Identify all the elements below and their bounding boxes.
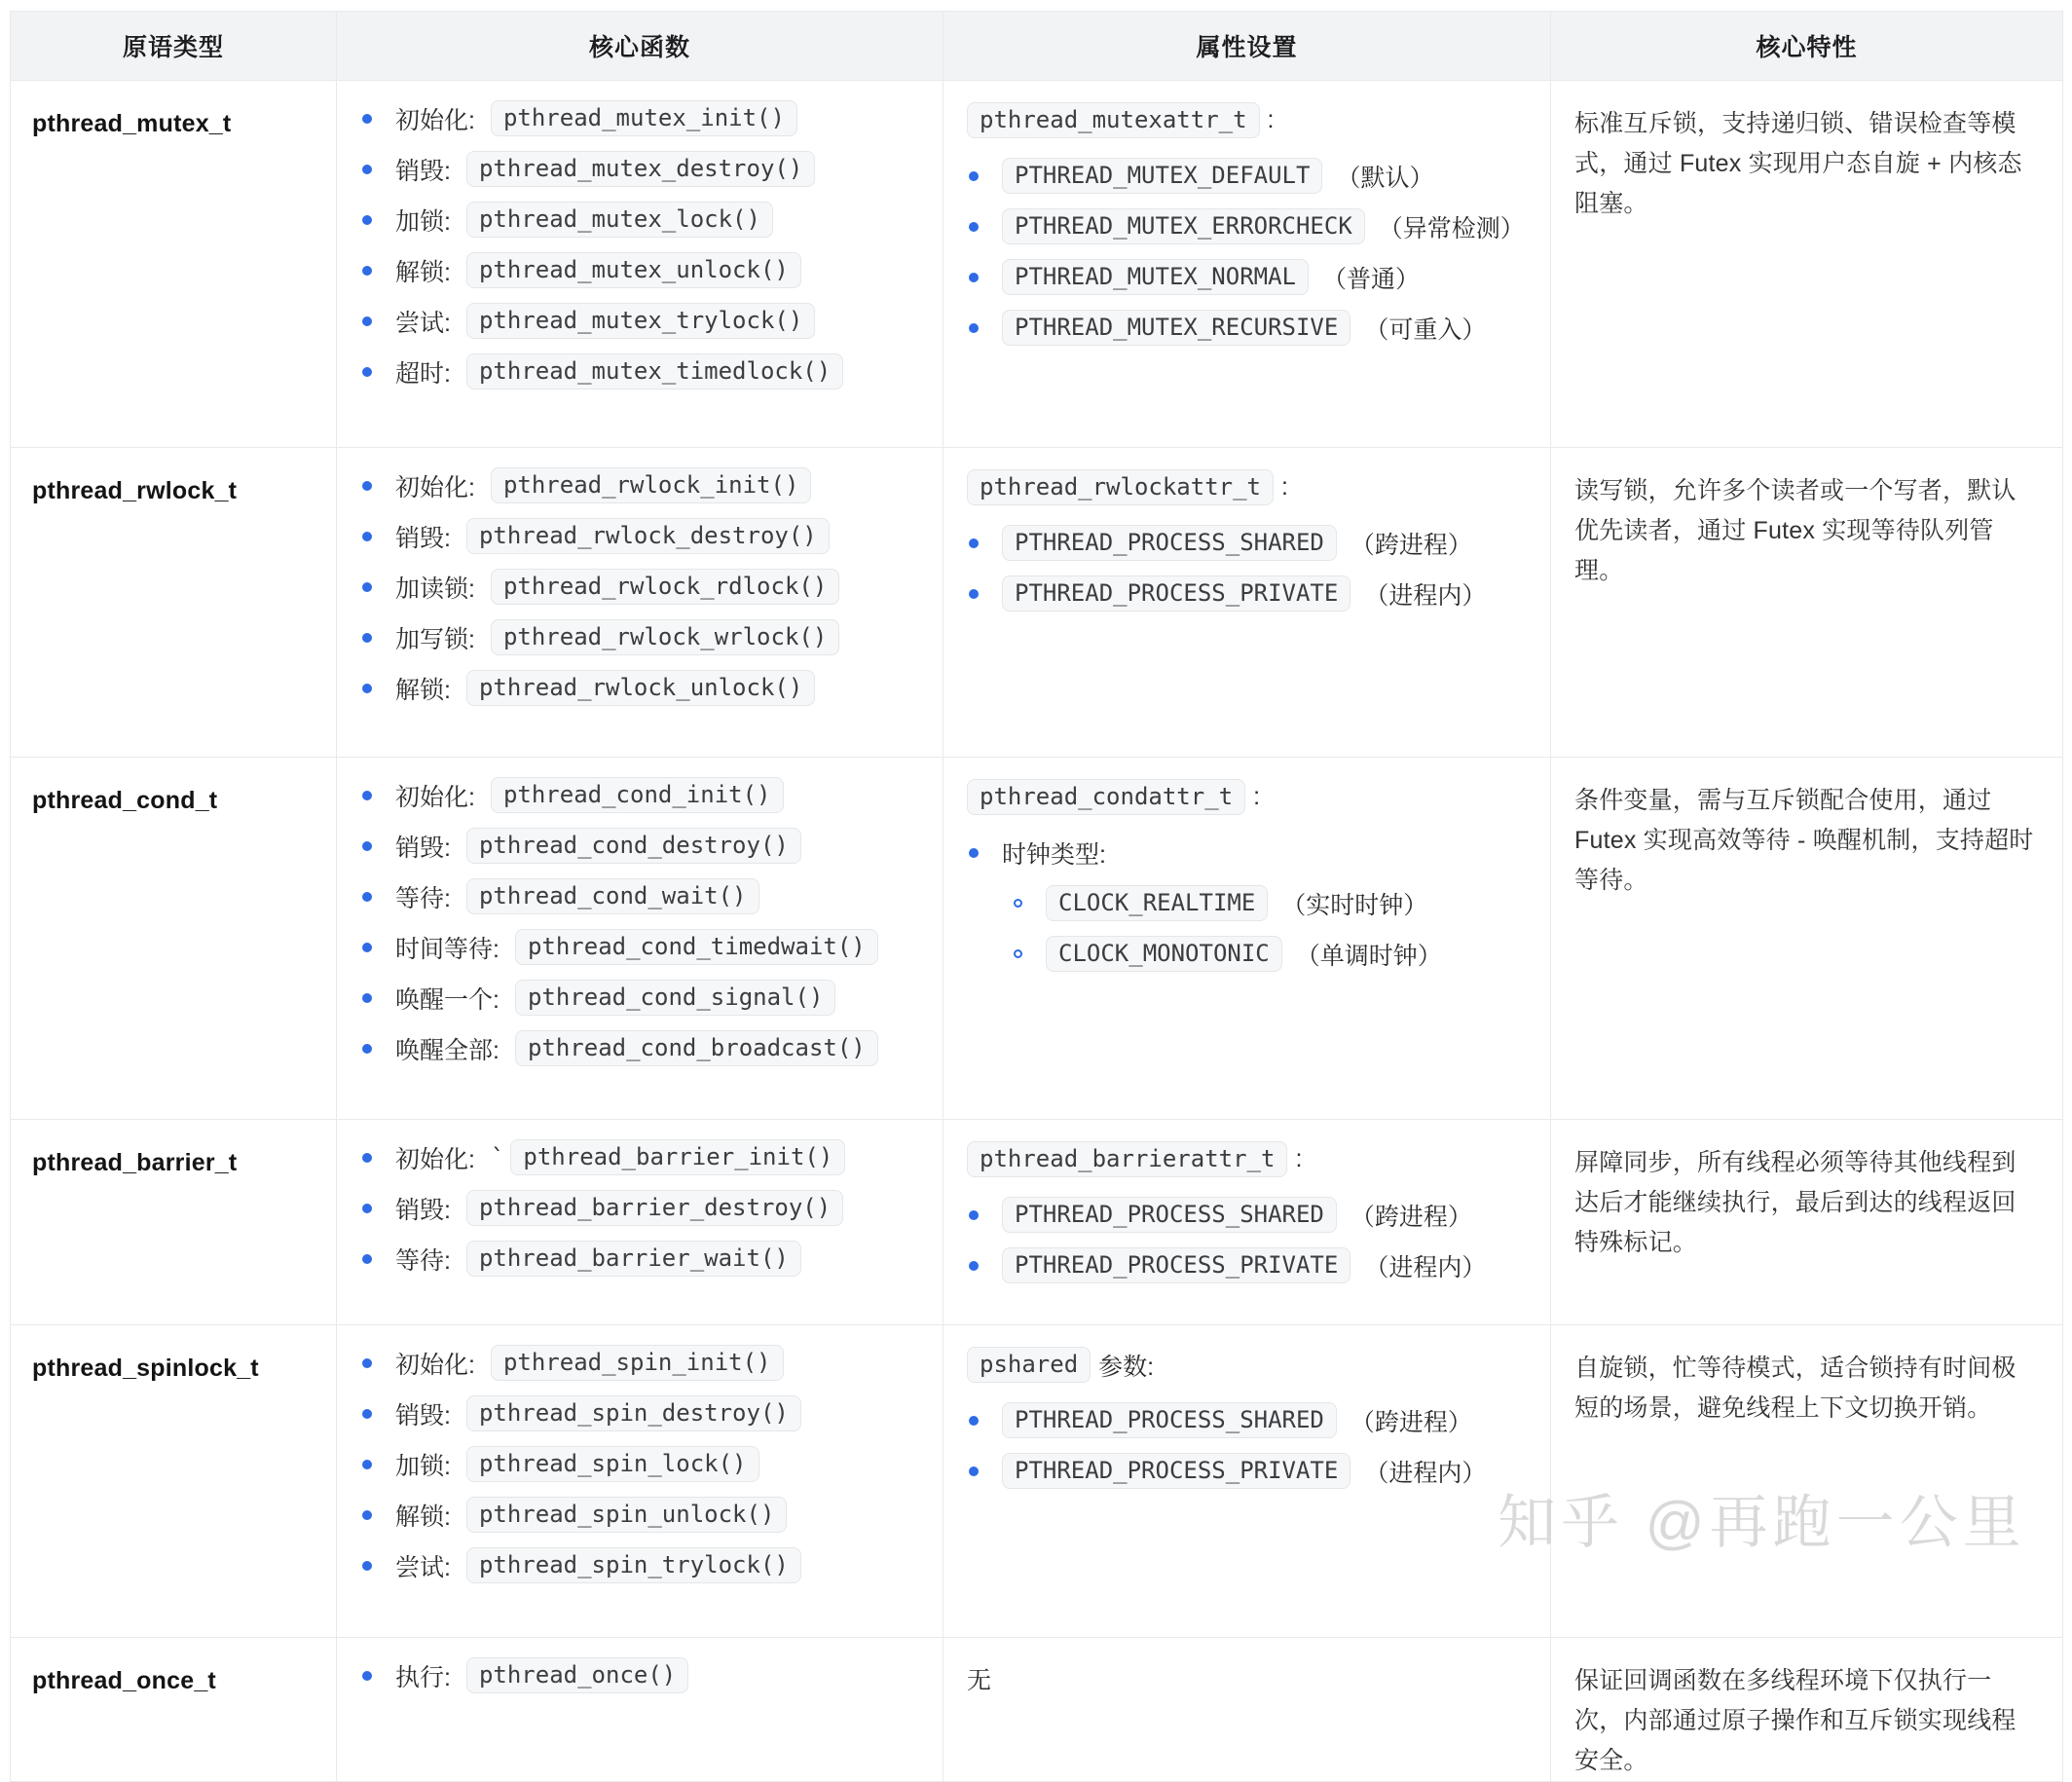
attr-head-suffix: : — [1253, 783, 1261, 810]
attr-group-head — [967, 469, 1536, 505]
attr-item-label: 时钟类型: — [1002, 840, 1106, 869]
code-chip: pthread_condattr_t — [967, 779, 1245, 815]
attr-note: （进程内） — [1364, 1459, 1487, 1487]
code-chip: PTHREAD_PROCESS_PRIVATE — [1002, 1453, 1350, 1489]
table-row — [11, 1638, 2063, 1782]
function-list — [360, 777, 929, 1066]
code-chip: pthread_mutex_init() — [491, 100, 797, 136]
function-list — [360, 1139, 929, 1277]
bullet-icon — [969, 1261, 979, 1271]
attribute-settings-cell — [944, 448, 1551, 758]
table-row — [11, 1120, 2063, 1325]
bullet-icon — [969, 848, 979, 858]
function-item — [360, 670, 929, 706]
attr-note: （跨进程） — [1350, 531, 1472, 559]
function-item — [360, 518, 929, 554]
function-item — [360, 303, 929, 339]
bullet-icon — [362, 1044, 372, 1054]
bullet-icon — [362, 532, 372, 541]
core-functions-cell — [337, 81, 944, 448]
attr-item — [967, 158, 1536, 194]
attr-list — [967, 1402, 1536, 1489]
bullet-icon — [362, 582, 372, 592]
function-label: 执行: — [395, 1663, 451, 1691]
attribute-settings-cell — [944, 1325, 1551, 1638]
core-functions-cell — [337, 448, 944, 758]
attr-note: （异常检测） — [1378, 214, 1525, 242]
primitive-type-cell — [11, 448, 337, 758]
code-chip: pthread_mutexattr_t — [967, 102, 1260, 138]
primitive-type-label: pthread_rwlock_t — [32, 477, 238, 504]
attribute-settings-cell — [944, 758, 1551, 1120]
bullet-icon — [362, 993, 372, 1003]
attr-group-head — [967, 1141, 1536, 1177]
function-label: 加锁: — [395, 1452, 451, 1480]
function-item — [360, 980, 929, 1016]
attr-list — [967, 158, 1536, 346]
bullet-icon — [969, 222, 979, 232]
function-label: 唤醒一个: — [395, 985, 500, 1014]
code-chip: pthread_spin_destroy() — [466, 1395, 801, 1431]
function-item — [360, 1497, 929, 1533]
bullet-icon — [362, 367, 372, 377]
code-chip: pthread_once() — [466, 1657, 688, 1693]
attr-item — [967, 1197, 1536, 1233]
code-chip: pthread_rwlock_destroy() — [466, 518, 830, 554]
core-features-cell — [1551, 81, 2063, 448]
attr-head-suffix: 参数: — [1098, 1353, 1155, 1381]
bullet-icon — [362, 215, 372, 225]
function-list — [360, 1657, 929, 1693]
function-item — [360, 1030, 929, 1066]
table-row — [11, 81, 2063, 448]
core-features-cell — [1551, 1120, 2063, 1325]
feature-text: 保证回调函数在多线程环境下仅执行一次，内部通过原子操作和互斥锁实现线程安全。 — [1574, 1667, 2016, 1774]
attr-item — [967, 1453, 1536, 1489]
code-chip: pthread_spin_trylock() — [466, 1547, 801, 1583]
function-label: 初始化: — [395, 1145, 475, 1173]
hollow-bullet-icon — [1014, 949, 1022, 958]
attr-item — [967, 525, 1536, 561]
function-label: 初始化: — [395, 1351, 475, 1379]
attr-note: （可重入） — [1364, 316, 1487, 344]
watermark: 知乎 @再跑一公里 — [1498, 1490, 2026, 1555]
code-chip: pthread_cond_destroy() — [466, 828, 801, 864]
function-item — [360, 619, 929, 655]
code-chip: CLOCK_REALTIME — [1046, 885, 1268, 921]
attr-head-suffix: : — [1295, 1145, 1303, 1172]
feature-text: 屏障同步，所有线程必须等待其他线程到达后才能继续执行，最后到达的线程返回特殊标记。 — [1574, 1149, 2016, 1256]
header-core-functions: 核心函数 — [337, 12, 944, 81]
primitive-type-cell — [11, 81, 337, 448]
feature-text: 自旋锁，忙等待模式，适合锁持有时间极短的场景，避免线程上下文切换开销。 — [1574, 1355, 2016, 1422]
function-label: 初始化: — [395, 473, 475, 501]
code-chip: pthread_cond_timedwait() — [515, 929, 878, 965]
attr-note: （跨进程） — [1350, 1203, 1472, 1231]
code-chip: PTHREAD_PROCESS_PRIVATE — [1002, 1247, 1350, 1283]
core-functions-cell — [337, 1325, 944, 1638]
attr-item — [967, 310, 1536, 346]
function-label: 销毁: — [395, 157, 451, 185]
attr-list — [967, 525, 1536, 612]
code-chip: pthread_mutex_destroy() — [466, 151, 815, 187]
function-item — [360, 1190, 929, 1226]
attr-sub-item — [1012, 885, 1536, 921]
primitive-type-cell — [11, 1638, 337, 1782]
function-item — [360, 1345, 929, 1381]
bullet-icon — [969, 589, 979, 599]
bullet-icon — [969, 171, 979, 181]
attr-note: （进程内） — [1364, 1253, 1487, 1281]
code-chip: PTHREAD_PROCESS_SHARED — [1002, 1197, 1337, 1233]
table-row — [11, 758, 2063, 1120]
code-chip: pthread_cond_signal() — [515, 980, 835, 1016]
code-chip: pthread_mutex_trylock() — [466, 303, 815, 339]
bullet-icon — [362, 1358, 372, 1368]
table-row — [11, 1325, 2063, 1638]
primitive-type-label: pthread_cond_t — [32, 787, 218, 814]
function-item — [360, 1657, 929, 1693]
code-chip: PTHREAD_PROCESS_SHARED — [1002, 1402, 1337, 1438]
bullet-icon — [362, 1671, 372, 1681]
code-chip: pthread_rwlock_unlock() — [466, 670, 815, 706]
code-chip: pthread_rwlock_init() — [491, 467, 811, 503]
attr-note: （实时时钟） — [1281, 891, 1428, 919]
attr-note: （默认） — [1336, 164, 1434, 192]
code-chip: pthread_rwlockattr_t — [967, 469, 1274, 505]
bullet-icon — [362, 1510, 372, 1520]
header-primitive-type: 原语类型 — [11, 12, 337, 81]
primitive-type-cell — [11, 1120, 337, 1325]
attr-note: （普通） — [1321, 265, 1420, 293]
bullet-icon — [362, 1204, 372, 1213]
function-label: 销毁: — [395, 1401, 451, 1429]
function-label: 唤醒全部: — [395, 1036, 500, 1064]
code-chip: PTHREAD_MUTEX_ERRORCHECK — [1002, 208, 1365, 244]
function-label: 超时: — [395, 359, 451, 388]
function-label: 解锁: — [395, 676, 451, 704]
bullet-icon — [969, 1416, 979, 1426]
bullet-icon — [362, 1460, 372, 1469]
code-chip: pthread_barrier_wait() — [466, 1241, 801, 1277]
code-chip: CLOCK_MONOTONIC — [1046, 936, 1282, 972]
bullet-icon — [362, 841, 372, 851]
bullet-icon — [362, 1254, 372, 1264]
attr-item — [967, 575, 1536, 612]
code-chip: pthread_cond_wait() — [466, 878, 759, 914]
bullet-icon — [969, 323, 979, 333]
function-list — [360, 100, 929, 390]
attr-group-head — [967, 1347, 1536, 1383]
function-label: 时间等待: — [395, 935, 500, 963]
bullet-icon — [969, 273, 979, 282]
header-core-features: 核心特性 — [1551, 12, 2063, 81]
function-item — [360, 252, 929, 288]
code-chip: pshared — [967, 1347, 1091, 1383]
attr-group-head — [967, 102, 1536, 138]
core-functions-cell — [337, 758, 944, 1120]
attr-item — [967, 1402, 1536, 1438]
attr-sub-item — [1012, 936, 1536, 972]
pthread-primitives-table-wrap — [10, 11, 2063, 1782]
code-chip: PTHREAD_MUTEX_DEFAULT — [1002, 158, 1322, 194]
core-functions-cell — [337, 1120, 944, 1325]
function-label: 等待: — [395, 884, 451, 912]
function-label: 解锁: — [395, 258, 451, 286]
function-list — [360, 1345, 929, 1583]
primitive-type-cell — [11, 1325, 337, 1638]
attribute-settings-cell — [944, 81, 1551, 448]
bullet-icon — [969, 1466, 979, 1476]
attr-item — [967, 835, 1536, 871]
function-item — [360, 1395, 929, 1431]
code-chip: pthread_rwlock_wrlock() — [491, 619, 839, 655]
core-features-cell — [1551, 1638, 2063, 1782]
function-label: 解锁: — [395, 1503, 451, 1531]
function-label: 初始化: — [395, 783, 475, 811]
function-list — [360, 467, 929, 706]
code-chip: pthread_spin_lock() — [466, 1446, 759, 1482]
code-chip: PTHREAD_MUTEX_RECURSIVE — [1002, 310, 1350, 346]
primitive-type-label: pthread_spinlock_t — [32, 1355, 259, 1382]
function-item — [360, 828, 929, 864]
code-chip: pthread_spin_init() — [491, 1345, 784, 1381]
hollow-bullet-icon — [1014, 899, 1022, 908]
primitive-type-label: pthread_barrier_t — [32, 1149, 238, 1176]
bullet-icon — [362, 1409, 372, 1419]
function-item — [360, 1446, 929, 1482]
function-item — [360, 1139, 929, 1175]
attr-list — [967, 1197, 1536, 1283]
feature-text: 标准互斥锁，支持递归锁、错误检查等模式，通过 Futex 实现用户态自旋 + 内核态阻塞。 — [1574, 110, 2022, 217]
code-chip: pthread_spin_unlock() — [466, 1497, 787, 1533]
function-label: 加读锁: — [395, 575, 475, 603]
function-item — [360, 1241, 929, 1277]
function-label: 销毁: — [395, 524, 451, 552]
attr-note: （进程内） — [1364, 581, 1487, 610]
attribute-settings-cell — [944, 1638, 1551, 1782]
bullet-icon — [362, 316, 372, 326]
bullet-icon — [362, 684, 372, 693]
attr-note: （跨进程） — [1350, 1408, 1472, 1436]
primitive-type-cell — [11, 758, 337, 1120]
pthread-primitives-table — [10, 11, 2063, 1782]
code-chip: pthread_mutex_unlock() — [466, 252, 801, 288]
code-chip: pthread_mutex_lock() — [466, 202, 773, 238]
code-chip: PTHREAD_MUTEX_NORMAL — [1002, 259, 1309, 295]
function-item — [360, 777, 929, 813]
function-item — [360, 878, 929, 914]
bullet-icon — [362, 633, 372, 643]
function-label: 等待: — [395, 1246, 451, 1275]
bullet-icon — [362, 892, 372, 902]
header-row — [11, 12, 2063, 81]
attr-head-suffix: : — [1280, 473, 1288, 501]
attr-note: （单调时钟） — [1295, 942, 1442, 970]
code-chip: pthread_rwlock_rdlock() — [491, 569, 839, 605]
function-label: 加写锁: — [395, 625, 475, 653]
function-item — [360, 569, 929, 605]
attr-list — [967, 835, 1536, 972]
code-chip: pthread_barrier_init() — [510, 1139, 845, 1175]
attr-sub-list — [1012, 885, 1536, 972]
function-label: 销毁: — [395, 1196, 451, 1224]
function-item — [360, 467, 929, 503]
table-row — [11, 448, 2063, 758]
bullet-icon — [362, 791, 372, 800]
primitive-type-label: pthread_mutex_t — [32, 110, 232, 137]
code-chip: pthread_barrier_destroy() — [466, 1190, 843, 1226]
bullet-icon — [362, 1561, 372, 1571]
attr-head-suffix: : — [1267, 106, 1275, 133]
bullet-icon — [362, 1153, 372, 1163]
bullet-icon — [969, 538, 979, 548]
bullet-icon — [969, 1210, 979, 1220]
code-chip: pthread_barrierattr_t — [967, 1141, 1287, 1177]
function-label: 尝试: — [395, 309, 451, 337]
backtick-text: ` — [490, 1143, 505, 1171]
bullet-icon — [362, 114, 372, 124]
function-label: 加锁: — [395, 207, 451, 236]
attr-item — [967, 208, 1536, 244]
function-item — [360, 100, 929, 136]
function-item — [360, 353, 929, 390]
core-functions-cell — [337, 1638, 944, 1782]
core-features-cell — [1551, 758, 2063, 1120]
no-attributes-label: 无 — [967, 1667, 992, 1694]
primitive-type-label: pthread_once_t — [32, 1667, 216, 1694]
function-item — [360, 929, 929, 965]
core-features-cell — [1551, 448, 2063, 758]
function-item — [360, 151, 929, 187]
code-chip: PTHREAD_PROCESS_PRIVATE — [1002, 575, 1350, 612]
code-chip: PTHREAD_PROCESS_SHARED — [1002, 525, 1337, 561]
header-attribute-settings: 属性设置 — [944, 12, 1551, 81]
code-chip: pthread_cond_init() — [491, 777, 784, 813]
attr-group-head — [967, 779, 1536, 815]
attr-item — [967, 1247, 1536, 1283]
bullet-icon — [362, 481, 372, 491]
code-chip: pthread_mutex_timedlock() — [466, 353, 843, 390]
bullet-icon — [362, 165, 372, 174]
code-chip: pthread_cond_broadcast() — [515, 1030, 878, 1066]
core-features-cell — [1551, 1325, 2063, 1638]
attr-item — [967, 259, 1536, 295]
function-label: 尝试: — [395, 1553, 451, 1581]
feature-text: 读写锁，允许多个读者或一个写者，默认优先读者，通过 Futex 实现等待队列管理。 — [1574, 477, 2016, 584]
feature-text: 条件变量，需与互斥锁配合使用，通过 Futex 实现高效等待 - 唤醒机制，支持超时等待。 — [1574, 787, 2034, 894]
function-label: 初始化: — [395, 106, 475, 134]
function-item — [360, 202, 929, 238]
function-item — [360, 1547, 929, 1583]
attribute-settings-cell — [944, 1120, 1551, 1325]
function-label: 销毁: — [395, 834, 451, 862]
bullet-icon — [362, 943, 372, 952]
bullet-icon — [362, 266, 372, 276]
